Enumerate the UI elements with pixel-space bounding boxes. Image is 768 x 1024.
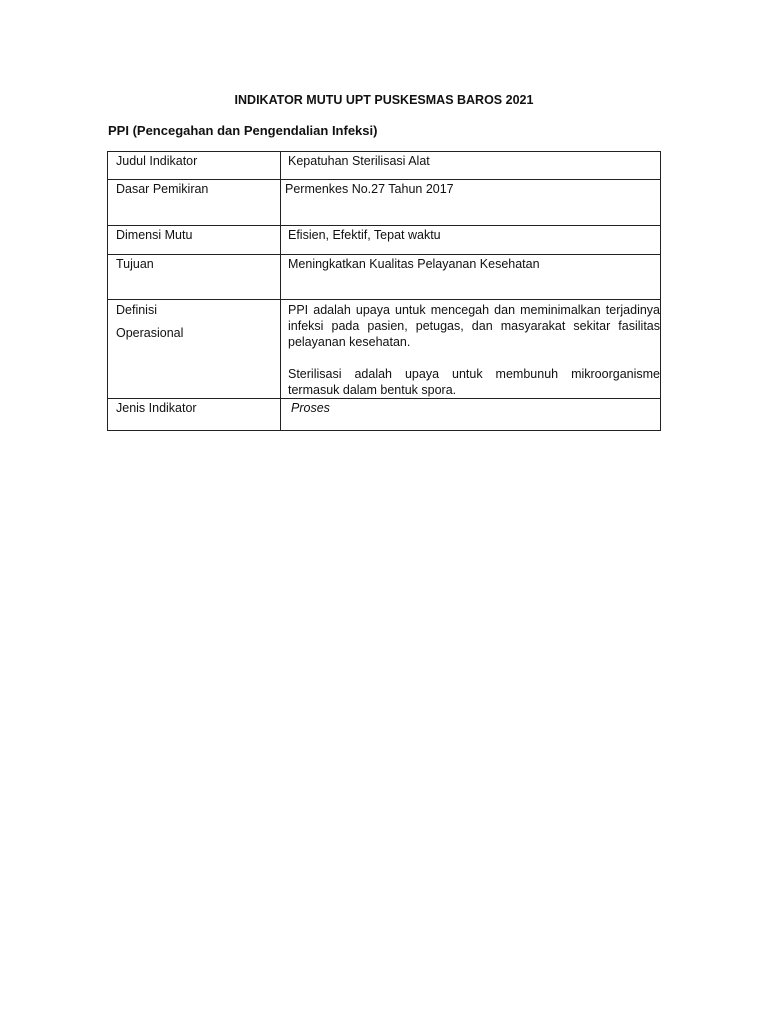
label-judul-indikator: Judul Indikator (108, 152, 281, 180)
value-tujuan: Meningkatkan Kualitas Pelayanan Kesehatan (281, 255, 661, 300)
table-row-tujuan (108, 255, 661, 300)
table-row-dimensi-mutu (108, 226, 661, 255)
page-title: INDIKATOR MUTU UPT PUSKESMAS BAROS 2021 (234, 93, 534, 107)
label-jenis-indikator: Jenis Indikator (108, 399, 281, 431)
label-tujuan: Tujuan (108, 255, 281, 300)
definisi-paragraph-ppi: PPI adalah upaya untuk mencegah dan meminimalkan terjadinya infeksi pada pasien, petugas, dan masyarakat sekitar fasilitas pelayanan kesehatan. (288, 303, 660, 349)
table-row-definisi-operasional (108, 300, 661, 399)
label-definisi-operasional (108, 300, 281, 399)
dasar-pemikiran-text: Permenkes No.27 Tahun 2017 (285, 182, 454, 196)
value-judul-indikator: Kepatuhan Sterilisasi Alat (281, 152, 661, 180)
definisi-paragraph-sterilisasi: Sterilisasi adalah upaya untuk membunuh mikroorganisme termasuk dalam bentuk spora. (288, 367, 660, 397)
section-title: PPI (Pencegahan dan Pengendalian Infeksi) (108, 123, 378, 138)
table-row-judul-indikator (108, 152, 661, 180)
value-dimensi-mutu: Efisien, Efektif, Tepat waktu (281, 226, 661, 255)
value-jenis-indikator (281, 399, 661, 431)
table-row-dasar-pemikiran (108, 180, 661, 226)
value-dasar-pemikiran (281, 180, 661, 226)
jenis-indikator-text: Proses (291, 401, 330, 415)
label-dasar-pemikiran: Dasar Pemikiran (108, 180, 281, 226)
definisi-label-line1: Definisi (116, 303, 157, 317)
value-definisi-operasional (281, 300, 661, 399)
table-row-jenis-indikator (108, 399, 661, 431)
label-dimensi-mutu: Dimensi Mutu (108, 226, 281, 255)
indicator-table (107, 151, 661, 431)
definisi-label-line2: Operasional (116, 326, 184, 340)
